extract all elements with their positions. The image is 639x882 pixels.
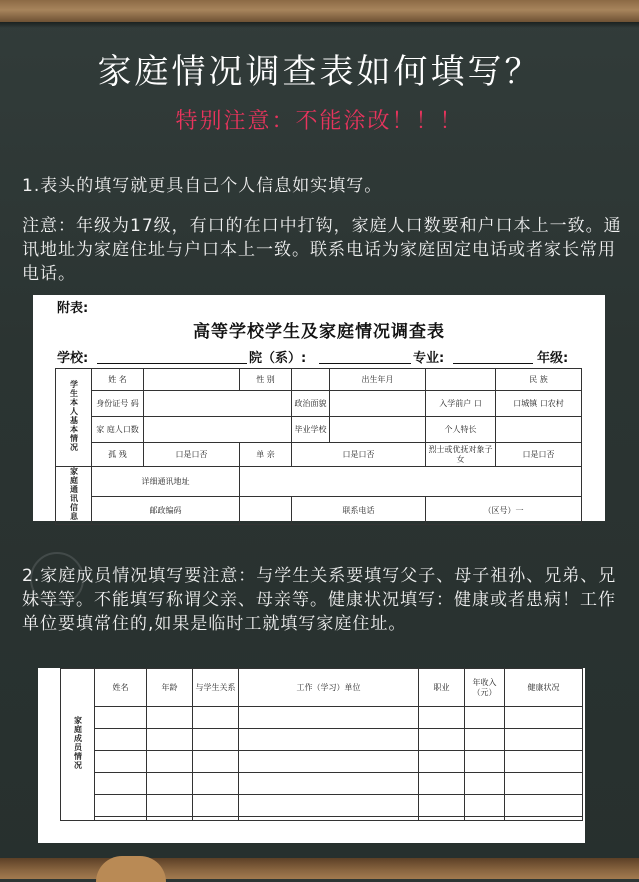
- survey-form-image: [33, 295, 605, 521]
- cell-gender: 性 别: [240, 369, 292, 391]
- major-label: 专业:: [413, 351, 445, 366]
- header-age: 年龄: [147, 669, 193, 707]
- student-info-table: [55, 368, 582, 525]
- table-row: [61, 707, 583, 729]
- dept-label: 院（系）:: [249, 351, 307, 366]
- cell-grad-school: 毕业学校: [292, 417, 330, 443]
- school-underline: [97, 363, 247, 364]
- cell-family-pop: 家 庭人口数: [92, 417, 144, 443]
- cell-name: 姓 名: [92, 369, 144, 391]
- dept-underline: [319, 363, 411, 364]
- grade-label: 年级:: [537, 351, 569, 366]
- attachment-label: 附表:: [57, 301, 89, 316]
- header-relation: 与学生关系: [193, 669, 239, 707]
- cell-birth: 出生年月: [330, 369, 426, 391]
- page-title: 家庭情况调查表如何填写？: [97, 52, 542, 92]
- cell-specialty: 个人特长: [426, 417, 496, 443]
- cell-yesno-3: 口是口否: [496, 443, 582, 467]
- cell-political: 政治面貌: [292, 391, 330, 417]
- cell-nation: 民 族: [496, 369, 582, 391]
- note-paragraph-3: 2.家庭成员情况填写要注意：与学生关系要填写父子、母子祖孙、兄弟、兄妹等等。不能填写称谓父亲、母亲等。健康状况填写：健康或者患病！工作单位要填常住的,如果是临时工就填写家庭住址。: [22, 566, 617, 634]
- cell-postcode: 邮政编码: [92, 497, 240, 525]
- form-title: 高等学校学生及家庭情况调查表: [193, 322, 445, 342]
- school-label: 学校:: [57, 351, 89, 366]
- cell-single: 单 亲: [240, 443, 292, 467]
- wood-frame-top: [0, 0, 639, 22]
- section-family-label: 家庭通讯信息: [56, 467, 92, 525]
- table-row: [61, 817, 583, 821]
- cell-idcard: 身份证号 码: [92, 391, 144, 417]
- cell-hukou-options: 口城镇 口农村: [496, 391, 582, 417]
- warning-text: 特别注意：不能涂改！！！: [175, 109, 464, 134]
- header-name: 姓名: [95, 669, 147, 707]
- header-occupation: 职业: [419, 669, 465, 707]
- table-row: [61, 751, 583, 773]
- family-members-table: [60, 668, 583, 821]
- header-income: 年收入（元）: [465, 669, 505, 707]
- major-underline: [453, 363, 533, 364]
- cell-area-code: （区号）一: [426, 497, 582, 525]
- table-row: [61, 773, 583, 795]
- header-health: 健康状况: [505, 669, 583, 707]
- header-workplace: 工作（学习）单位: [239, 669, 419, 707]
- section-student-label: 学生本人基本情况: [56, 369, 92, 467]
- table-row: [61, 729, 583, 751]
- cell-phone: 联系电话: [292, 497, 426, 525]
- section-family-members-label: 家庭成员情况: [61, 669, 95, 821]
- cell-martyr: 烈士或优抚对象子女: [426, 443, 496, 467]
- cell-address: 详细通讯地址: [92, 467, 240, 497]
- cell-orphan: 孤 残: [92, 443, 144, 467]
- note-paragraph-1: 1.表头的填写就更具自己个人信息如实填写。: [22, 176, 383, 196]
- cell-yesno-2: 口是口否: [292, 443, 426, 467]
- school-info-line: [57, 347, 587, 365]
- family-members-form-image: [38, 668, 585, 843]
- cell-hukou: 入学前户 口: [426, 391, 496, 417]
- note-paragraph-2: 注意：年级为17级，有口的在口中打钩，家庭人口数要和户口本上一致。通讯地址为家庭住址与户口本上一致。联系电话为家庭固定电话或者家长常用电话。: [22, 216, 622, 284]
- table-row: [61, 795, 583, 817]
- cell-yesno-1: 口是口否: [144, 443, 240, 467]
- frame-shadow: [0, 22, 639, 28]
